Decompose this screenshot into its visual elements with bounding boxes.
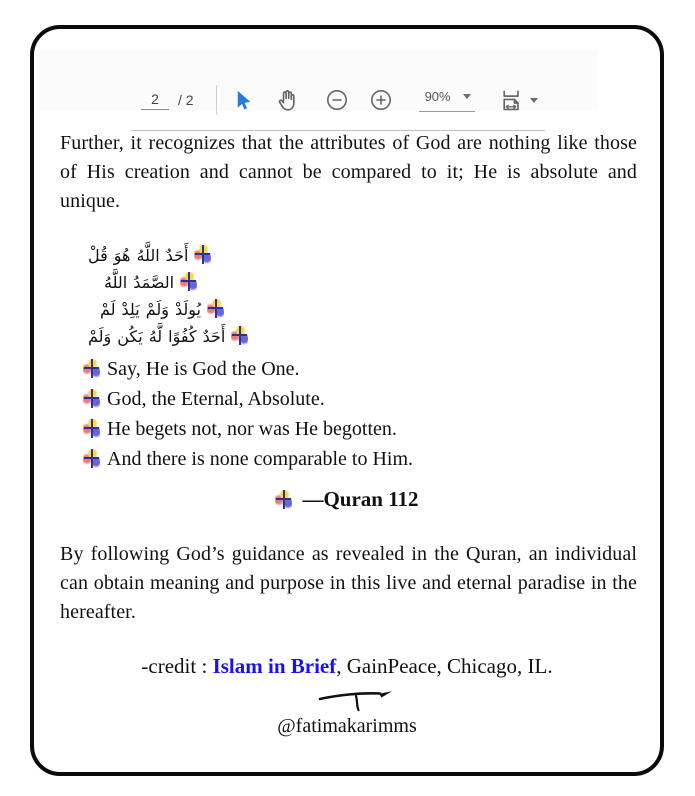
arabic-verses-block — [88, 242, 248, 350]
chevron-down-icon — [463, 94, 471, 103]
selection-tool-button[interactable] — [232, 89, 255, 112]
translation-verses-block — [83, 354, 413, 474]
pdf-toolbar — [37, 50, 597, 111]
hand-tool-button[interactable] — [275, 88, 300, 113]
arabic-verse-line — [88, 242, 248, 269]
arabic-verse-line — [88, 323, 248, 350]
translation-line — [83, 414, 413, 444]
intro-paragraph: Further, it recognizes that the attributes of God are nothing like those of His creation and cannot be compared to it; He is absolute and unique. — [60, 132, 637, 212]
quran-marker-icon — [194, 245, 211, 264]
page-display-dropdown[interactable] — [499, 88, 538, 113]
page-number-input[interactable]: 2 — [141, 91, 169, 110]
zoom-out-icon — [325, 88, 349, 112]
attribution-text: —Quran 112 — [302, 487, 419, 511]
zoom-out-button[interactable] — [325, 88, 349, 112]
arabic-verse-text: لَمْ يَلِدْ وَلَمْ يُولَدْ — [100, 300, 201, 319]
decorative-border-frame — [30, 25, 664, 776]
selection-arrow-icon — [232, 89, 255, 112]
chevron-down-icon — [530, 98, 538, 107]
quran-marker-icon — [83, 359, 100, 378]
translation-text: He begets not, nor was He begotten. — [107, 418, 397, 440]
toolbar-controls — [131, 80, 545, 131]
hand-tool-icon — [275, 88, 300, 113]
closing-paragraph: By following God’s guidance as revealed in the Quran, an individual can obtain meaning and purpose in this live and eternal paradise in the hereafter. — [60, 543, 637, 623]
translation-line — [83, 444, 413, 474]
handdrawn-arrow-scribble — [318, 686, 402, 716]
arabic-verse-text: اللَّهُ الصَّمَدُ — [104, 273, 175, 292]
credit-prefix: -credit : — [141, 654, 213, 678]
quran-marker-icon — [83, 449, 100, 468]
page-total-label: / 2 — [178, 92, 194, 108]
quran-marker-icon — [231, 326, 248, 345]
arabic-verse-text: وَلَمْ يَكُن لَّهُ كُفُوًا أَحَدٌ — [88, 327, 226, 346]
page-fit-width-icon — [499, 88, 524, 113]
arabic-verse-text: قُلْ هُوَ اللَّهُ أَحَدٌ — [88, 246, 189, 265]
quran-marker-icon — [180, 272, 197, 291]
translation-line — [83, 354, 413, 384]
translation-text: Say, He is God the One. — [107, 358, 300, 380]
translation-text: And there is none comparable to Him. — [107, 448, 414, 470]
zoom-in-icon — [369, 88, 393, 112]
quran-marker-icon — [207, 299, 224, 318]
translation-line — [83, 384, 413, 414]
credit-line — [34, 654, 660, 679]
translation-text: God, the Eternal, Absolute. — [107, 388, 325, 410]
credit-link[interactable]: Islam in Brief — [212, 654, 337, 678]
zoom-level-dropdown[interactable] — [419, 89, 475, 112]
zoom-level-value: 90% — [424, 88, 451, 104]
zoom-in-button[interactable] — [369, 88, 393, 112]
toolbar-separator — [216, 85, 217, 115]
quran-marker-icon — [83, 419, 100, 438]
arabic-verse-line — [88, 269, 248, 296]
arabic-verse-line — [88, 296, 248, 323]
attribution-line — [34, 487, 660, 512]
credit-suffix: , GainPeace, Chicago, IL. — [336, 654, 553, 678]
quran-marker-icon — [275, 490, 292, 509]
quran-marker-icon — [83, 389, 100, 408]
signature-handle: @fatimakarimms — [277, 715, 417, 737]
